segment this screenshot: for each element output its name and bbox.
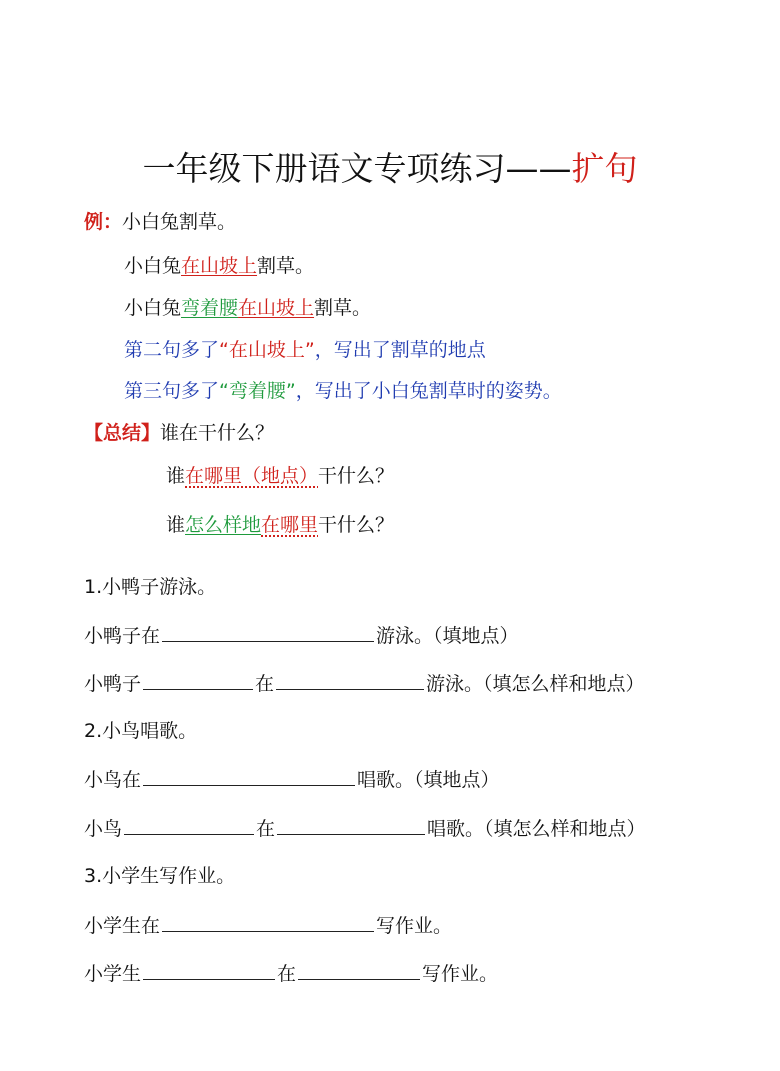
ex1-q2-pre: 小鸭子 xyxy=(84,673,142,695)
summary-l3-how: 怎么样地 xyxy=(185,514,262,536)
ex2-q2-mid: 在 xyxy=(256,818,276,840)
note2-quote: “弯着腰” xyxy=(219,380,296,402)
ex1-q1-post: 游泳。（填地点） xyxy=(376,625,519,647)
summary-l3-what: 干什么？ xyxy=(318,514,395,536)
example-line-2 xyxy=(124,254,314,278)
ex3-q2-mid: 在 xyxy=(277,963,297,985)
exercise-3-heading: 3.小学生写作业。 xyxy=(84,865,236,887)
note1-quote: “在山坡上” xyxy=(219,339,315,361)
example-s2-subject: 小白兔 xyxy=(124,255,182,277)
ex2-q1-post: 唱歌。（填地点） xyxy=(357,769,500,791)
example-label: 例： xyxy=(84,211,123,233)
summary-l3-who: 谁 xyxy=(166,514,186,536)
example-sentence-1: 小白兔割草。 xyxy=(122,211,237,233)
example-line-3 xyxy=(124,296,371,320)
summary-l2-what: 干什么？ xyxy=(318,465,395,487)
exercise-1-question-1 xyxy=(84,622,519,648)
ex3-q2-pre: 小学生 xyxy=(84,963,142,985)
example-s2-place: 在山坡上 xyxy=(181,255,258,277)
exercise-1-heading: 1.小鸭子游泳。 xyxy=(84,576,217,598)
summary-text-1: 谁在干什么？ xyxy=(160,422,275,444)
ex1-q2-mid: 在 xyxy=(255,673,275,695)
example-note-1 xyxy=(124,338,486,362)
summary-line-2 xyxy=(166,464,394,488)
example-line-1 xyxy=(84,210,236,234)
ex3-q1-pre: 小学生在 xyxy=(84,915,161,937)
answer-blank[interactable] xyxy=(298,960,420,980)
exercise-1-question-2 xyxy=(84,670,645,696)
answer-blank[interactable] xyxy=(277,815,425,835)
note1-suffix: ，写出了割草的地点 xyxy=(314,339,486,361)
exercise-3-question-1 xyxy=(84,912,452,938)
answer-blank[interactable] xyxy=(143,766,355,786)
answer-blank[interactable] xyxy=(143,670,253,690)
summary-l2-who: 谁 xyxy=(166,465,186,487)
example-note-2 xyxy=(124,379,562,403)
summary-label: 【总结】 xyxy=(84,422,161,444)
answer-blank[interactable] xyxy=(124,815,254,835)
exercise-3-question-2 xyxy=(84,960,498,986)
title-accent: 扩句 xyxy=(571,149,638,188)
summary-l2-where: 在哪里（地点） xyxy=(185,465,319,487)
summary-line-1 xyxy=(84,421,274,445)
example-s3-subject: 小白兔 xyxy=(124,297,182,319)
ex1-q2-post: 游泳。（填怎么样和地点） xyxy=(426,673,645,695)
note2-suffix: ，写出了小白兔割草时的姿势。 xyxy=(295,380,562,402)
ex3-q2-post: 写作业。 xyxy=(422,963,499,985)
example-s2-action: 割草。 xyxy=(257,255,315,277)
exercise-2-question-2 xyxy=(84,815,646,841)
ex2-q2-post: 唱歌。（填怎么样和地点） xyxy=(427,818,646,840)
note2-prefix: 第三句多了 xyxy=(124,380,220,402)
example-s3-manner: 弯着腰 xyxy=(181,297,239,319)
summary-line-3 xyxy=(166,513,394,537)
ex3-q1-post: 写作业。 xyxy=(376,915,453,937)
exercise-2-heading: 2.小鸟唱歌。 xyxy=(84,720,198,742)
exercise-2-question-1 xyxy=(84,766,500,792)
answer-blank[interactable] xyxy=(162,622,374,642)
ex2-q2-pre: 小鸟 xyxy=(84,818,123,840)
note1-prefix: 第二句多了 xyxy=(124,339,220,361)
page-title xyxy=(0,148,780,190)
answer-blank[interactable] xyxy=(276,670,424,690)
example-s3-action: 割草。 xyxy=(314,297,372,319)
ex1-q1-pre: 小鸭子在 xyxy=(84,625,161,647)
answer-blank[interactable] xyxy=(143,960,275,980)
summary-l3-where: 在哪里 xyxy=(261,514,319,536)
answer-blank[interactable] xyxy=(162,912,374,932)
ex2-q1-pre: 小鸟在 xyxy=(84,769,142,791)
example-s3-place: 在山坡上 xyxy=(238,297,315,319)
title-main: 一年级下册语文专项练习—— xyxy=(142,149,572,188)
